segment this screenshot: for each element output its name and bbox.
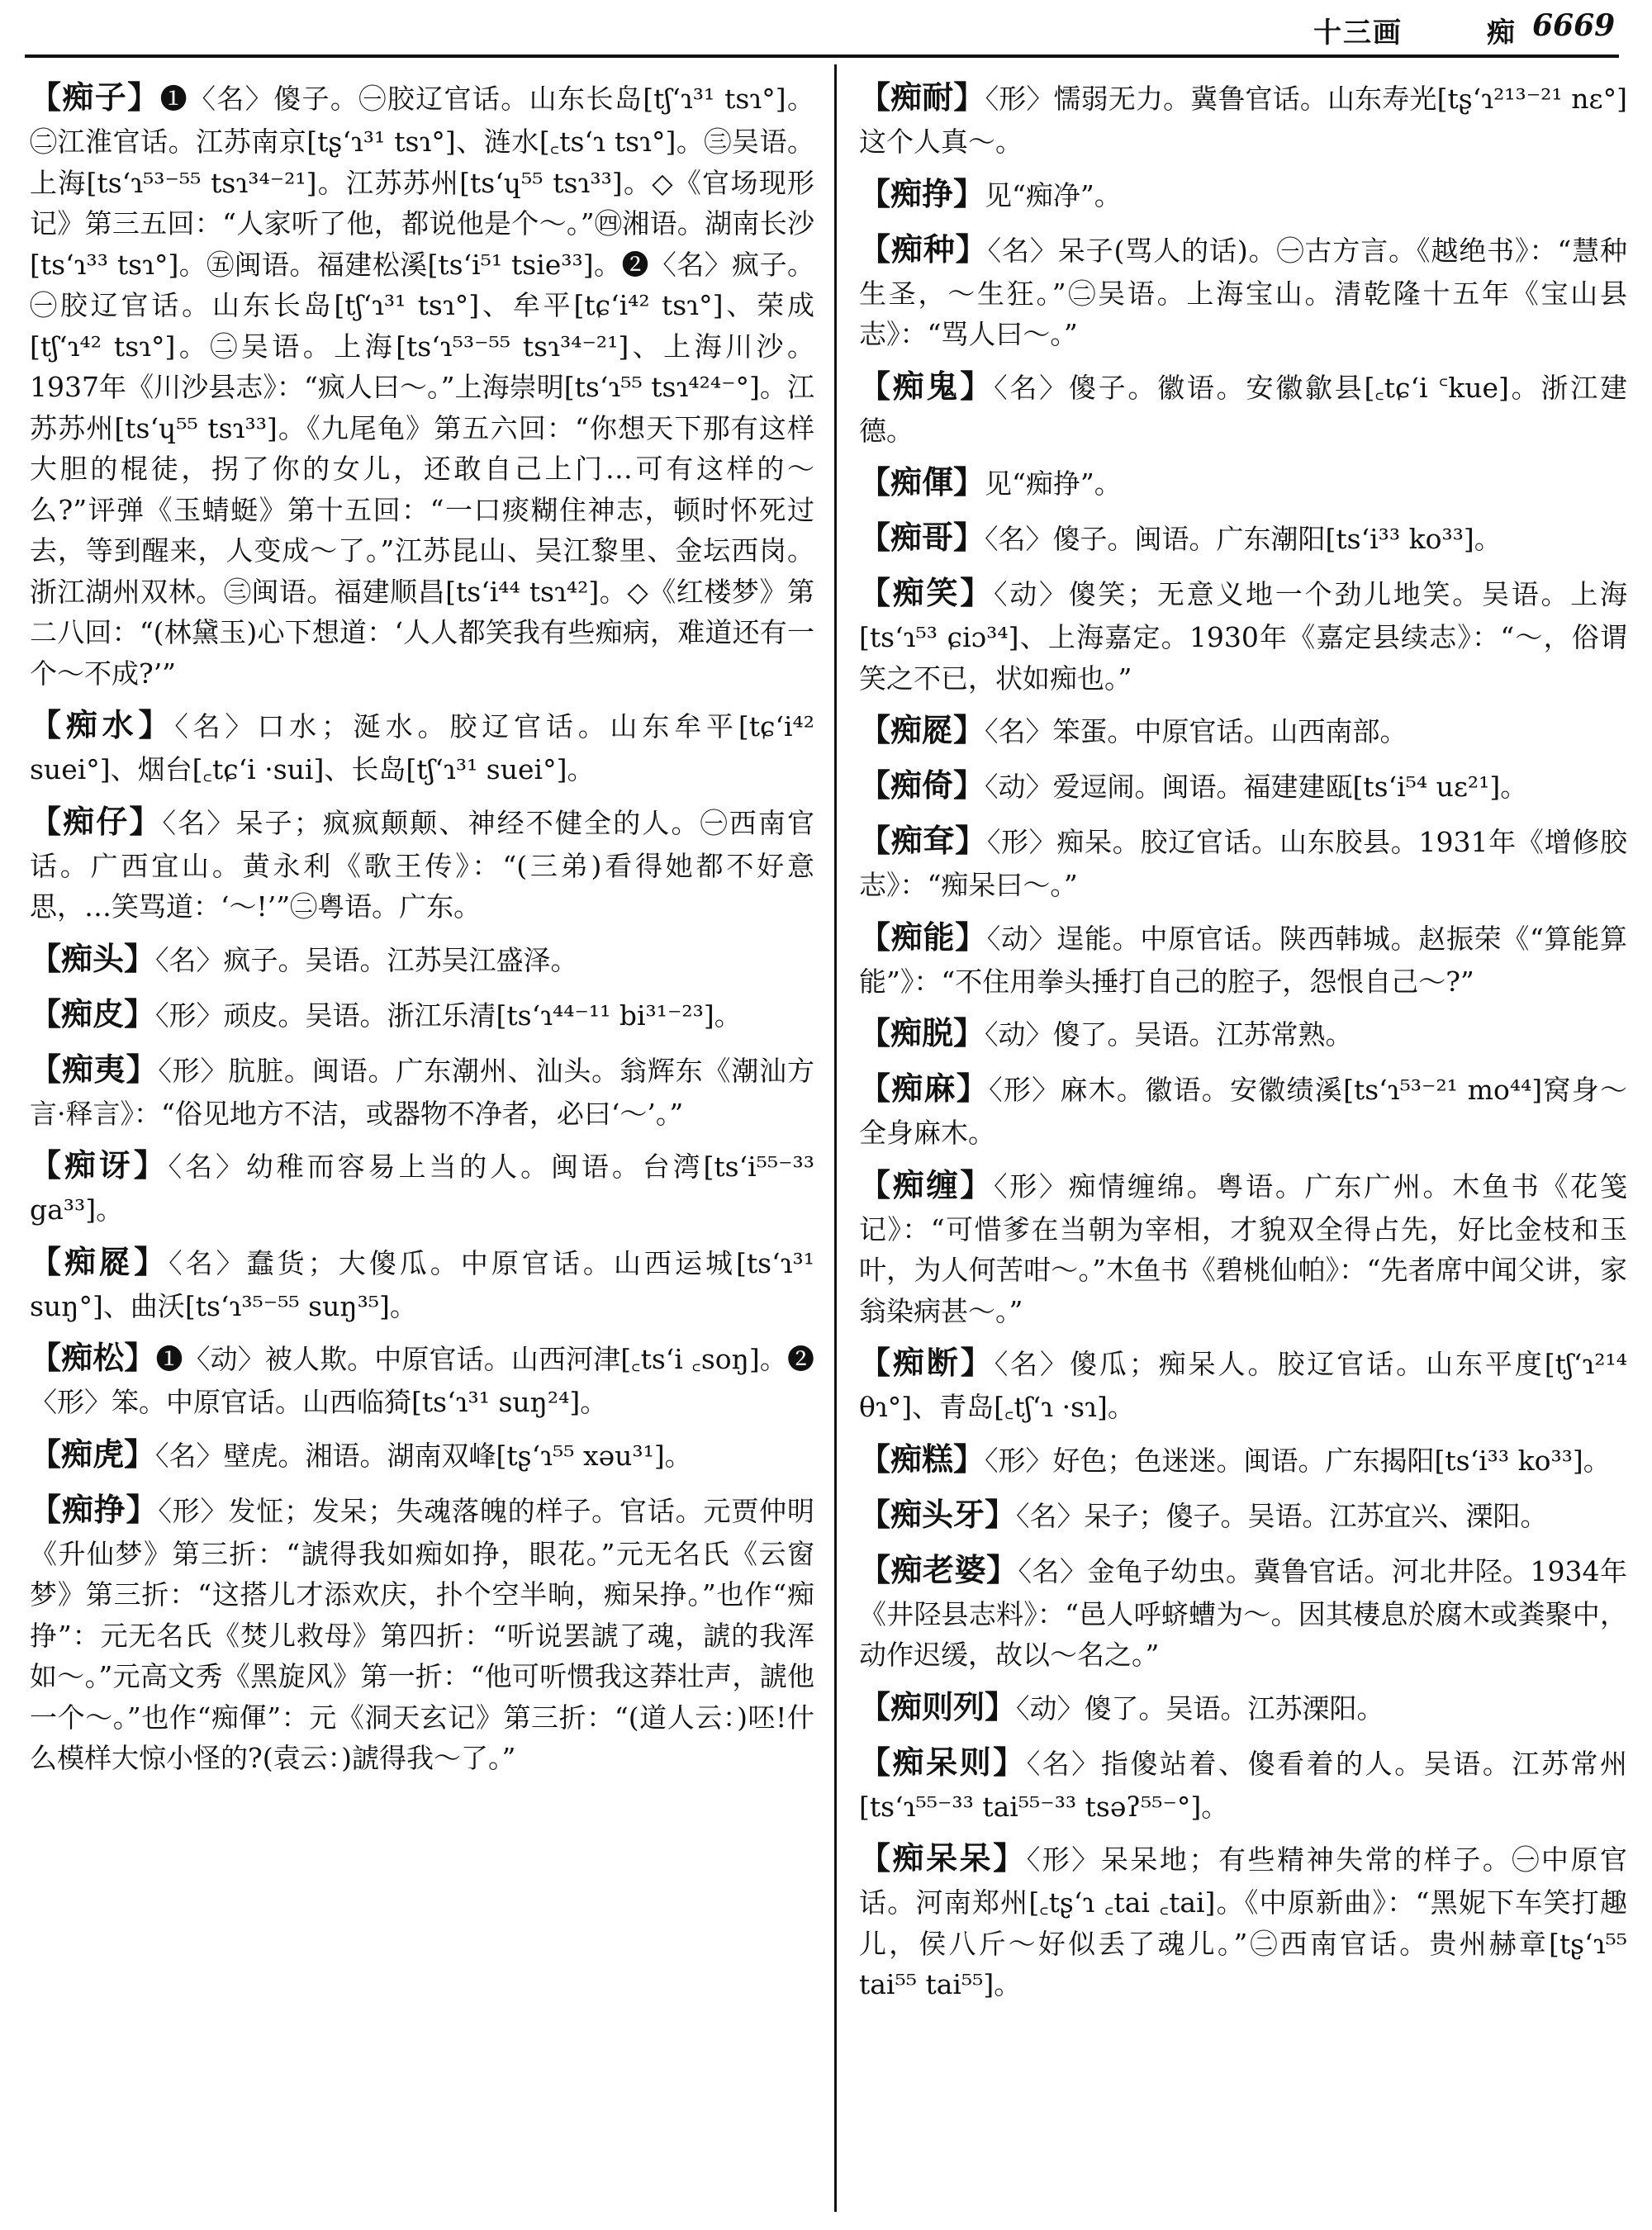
entry-definition: 〈名〉幼稚而容易上当的人。闽语。台湾[tsʻi⁵⁵⁻³³ ga³³]。 — [30, 1151, 814, 1226]
entry-definition: ❶〈动〉被人欺。中原官话。山西河津[꜀tsʻi ꜀soŋ]。❷〈形〉笨。中原官话。山西临猗[tsʻɿ³¹ suŋ²⁴]。 — [30, 1343, 814, 1418]
right-column — [859, 74, 1627, 2014]
section-label: 十三画 — [1313, 17, 1403, 50]
dictionary-entry — [859, 226, 1627, 355]
entry-headword: 【痴老婆】 — [859, 1551, 1018, 1588]
entry-definition: 〈形〉肮脏。闽语。广东潮州、汕头。翁辉东《潮汕方言·释言》：“俗见地方不洁，或器物不净者，必曰‘～’。” — [30, 1054, 814, 1130]
dictionary-entry — [859, 1010, 1627, 1057]
entry-headword: 【痴水】 — [30, 707, 175, 743]
entry-headword: 【痴讶】 — [30, 1147, 169, 1184]
head-character: 痴 — [1487, 17, 1515, 50]
entry-headword: 【痴呆呆】 — [859, 1840, 1027, 1877]
dictionary-entry — [859, 570, 1627, 699]
entry-headword: 【痴耐】 — [859, 79, 985, 116]
entry-headword: 【痴鬼】 — [859, 368, 995, 405]
dictionary-entry — [859, 1739, 1627, 1828]
dictionary-entry — [30, 799, 814, 928]
entry-headword: 【痴则列】 — [859, 1688, 1017, 1725]
entry-definition: 〈名〉呆子；傻子。吴语。江苏宜兴、溧阳。 — [1016, 1499, 1548, 1532]
entry-headword: 【痴呆则】 — [859, 1744, 1027, 1781]
dictionary-entry — [859, 459, 1627, 506]
entry-definition: 〈形〉痴情缠绵。粤语。广东广州。木鱼书《花笺记》：“可惜爹在当朝为宰相，才貌双全得占先，好比金枝和玉叶，为人何苦咁～。”木鱼书《碧桃仙帕》：“先者席中闻父讲，家翁染病甚～。” — [859, 1170, 1627, 1327]
dictionary-entry — [30, 1335, 814, 1423]
entry-definition: 〈动〉傻了。吴语。江苏常熟。 — [985, 1018, 1353, 1051]
entry-headword: 【痴仔】 — [30, 803, 163, 840]
entry-headword: 【痴松】 — [30, 1340, 156, 1376]
dictionary-entry — [859, 1340, 1627, 1428]
entry-headword: 【痴种】 — [859, 230, 988, 268]
entry-definition: 〈名〉笨蛋。中原官话。山西南部。 — [985, 715, 1408, 747]
entry-definition: 〈名〉疯子。吴语。江苏吴江盛泽。 — [155, 943, 578, 976]
entry-definition: ❶〈名〉傻子。㊀胶辽官话。山东长岛[tʃʻɿ³¹ tsɿ°]。㊁江淮官话。江苏南京[tʂʻɿ³¹ tsɿ°]、涟水[꜀tsʻɿ tsɿ°]。㊂吴语。上海[tsʻɿ⁵³⁻⁵⁵ tsɿ³⁴⁻²¹]。江苏苏州[tsʻɥ⁵⁵ tsɿ³³]。◇《官场现形记》第三五回：“人家听了他，都说他是个～。”㊃湘语。湖南长沙[tsʻɿ³³ tsɿ°]。㊄闽语。福建松溪[tsʻi⁵¹ tsie³³]。❷〈名〉疯子。㊀胶辽官话。山东长岛[tʃʻɿ³¹ tsɿ°]、牟平[tɕʻi⁴² tsɿ°]、荣成[tʃʻɿ⁴² tsɿ°]。㊁吴语。上海[tsʻɿ⁵³⁻⁵⁵ tsɿ³⁴⁻²¹]、上海川沙。1937年《川沙县志》：“疯人曰～。”上海崇明[tsʻɿ⁵⁵ tsɿ⁴²⁴⁻°]。江苏苏州[tsʻɥ⁵⁵ tsɿ³³]。《九尾龟》第五六回：“你想天下那有这样大胆的棍徒，拐了你的女儿，还敢自己上门…可有这样的～么?”评弹《玉蜻蜓》第十五回：“一口痰糊住神志，顿时怀死过去，等到醒来，人变成～了。”江苏昆山、吴江黎里、金坛西岗。浙江湖州双林。㊂闽语。福建顺昌[tsʻi⁴⁴ tsɿ⁴²]。◇《红楼梦》第二八回：“(林黛玉)心下想道：‘人人都笑我有些痴病，难道还有一个～不成?’” — [30, 83, 814, 690]
dictionary-entry — [30, 936, 814, 983]
left-column — [30, 74, 814, 1787]
entry-headword: 【痴挣】 — [30, 1491, 159, 1528]
entry-headword: 【痴头】 — [30, 940, 156, 977]
entry-definition: 〈形〉发怔；发呆；失魂落魄的样子。官话。元贾仲明《升仙梦》第三折：“諕得我如痴如挣，眼花。”元无名氏《云窗梦》第三折：“这搭儿才添欢庆，扑个空半晌，痴呆挣。”也作“痴挣”：元无名氏《焚儿救母》第四折：“听说罢諕了魂，諕的我浑如～。”元高文秀《黑旋风》第一折：“他可听惯我这莽壮声，諕他一个～。”也作“痴㑮”：元《洞天玄记》第三折：“(道人云：)呸!什么模样大惊小怪的?(袁云：)諕得我～了。” — [30, 1494, 814, 1774]
entry-headword: 【痴头牙】 — [859, 1496, 1017, 1533]
dictionary-entry — [30, 1431, 814, 1478]
page-header — [0, 0, 1652, 58]
dictionary-entry — [30, 1487, 814, 1779]
entry-definition: 〈动〉傻了。吴语。江苏溧阳。 — [1016, 1691, 1384, 1725]
dictionary-entry — [30, 702, 814, 790]
dictionary-entry — [859, 1436, 1627, 1483]
dictionary-entry — [859, 515, 1627, 562]
dictionary-entry — [859, 1065, 1627, 1154]
entry-definition: 〈形〉好色；色迷迷。闽语。广东揭阳[tsʻi³³ ko³³]。 — [985, 1444, 1611, 1477]
entry-definition: 〈名〉蠢货；大傻瓜。中原官话。山西运城[tsʻɿ³¹ suŋ°]、曲沃[tsʻɿ³⁵⁻⁵⁵ suŋ³⁵]。 — [30, 1246, 814, 1322]
entry-headword: 【痴笑】 — [859, 575, 994, 611]
dictionary-entry — [859, 1835, 1627, 2005]
entry-headword: 【痴子】 — [30, 79, 160, 116]
dictionary-entry — [859, 914, 1627, 1003]
entry-headword: 【痴能】 — [859, 918, 987, 956]
entry-definition: 〈名〉金龟子幼虫。冀鲁官话。河北井陉。1934年《井陉县志料》：“邑人呼蛴螬为～。因其棲息於腐木或粪聚中，动作迟缓，故以～名之。” — [859, 1554, 1627, 1671]
entry-definition: 〈名〉壁虎。湘语。湖南双峰[tʂʻɿ⁵⁵ xəu³¹]。 — [155, 1439, 692, 1472]
entry-headword: 【痴㑮】 — [859, 464, 985, 501]
entry-definition: 〈名〉口水；涎水。胶辽官话。山东牟平[tɕʻi⁴² suei°]、烟台[꜀tɕʻi ·sui]、长岛[tʃʻɿ³¹ suei°]。 — [30, 710, 814, 785]
column-divider — [834, 64, 837, 2212]
entry-definition: 〈动〉逞能。中原官话。陕西韩城。赵振荣《“算能算能”》：“不住用拳头捶打自己的腔子，怨恨自己～?” — [859, 922, 1627, 998]
entry-headword: 【痴缠】 — [859, 1166, 994, 1203]
entry-headword: 【痴倚】 — [859, 767, 985, 804]
dictionary-entry — [30, 1046, 814, 1135]
entry-definition: 见“痴净”。 — [985, 178, 1122, 211]
dictionary-entry — [859, 171, 1627, 218]
dictionary-entry — [859, 762, 1627, 809]
entry-definition: 〈动〉爱逗闹。闽语。福建建瓯[tsʻi⁵⁴ uɛ²¹]。 — [985, 771, 1528, 803]
entry-definition: 见“痴挣”。 — [985, 467, 1122, 500]
entry-definition: 〈名〉呆子；疯疯颠颠、神经不健全的人。㊀西南官话。广西宜山。黄永利《歌王传》：“(三弟)看得她都不好意思，…笑骂道：‘～!’”㊁粤语。广东。 — [30, 806, 814, 923]
dictionary-entry — [30, 991, 814, 1038]
entry-headword: 【痴断】 — [859, 1345, 995, 1381]
entry-headword: 【痴脱】 — [859, 1015, 985, 1051]
entry-definition: 〈名〉傻子。闽语。广东潮阳[tsʻi³³ ko³³]。 — [985, 523, 1502, 555]
entry-definition: 〈形〉呆呆地；有些精神失常的样子。㊀中原官话。河南郑州[꜀tʂʻɿ ꜀tai ꜀tai]。《中原新曲》：“黑妮下车笑打趣儿，侯八斤～好似丢了魂儿。”㊁西南官话。贵州赫章[tʂʻɿ⁵⁵ tai⁵⁵ tai⁵⁵]。 — [859, 1843, 1627, 2000]
entry-definition: 〈动〉傻笑；无意义地一个劲儿地笑。吴语。上海[tsʻɿ⁵³ ɕiɔ³⁴]、上海嘉定。1930年《嘉定县续志》：“～，俗谓笑之不已，状如痴也。” — [859, 578, 1627, 695]
dictionary-entry — [859, 363, 1627, 452]
dictionary-entry — [30, 1142, 814, 1231]
dictionary-entry — [859, 1547, 1627, 1676]
entry-headword: 【痴虎】 — [30, 1435, 156, 1473]
dictionary-entry — [859, 1684, 1627, 1731]
entry-headword: 【痴㞞】 — [859, 712, 985, 748]
dictionary-entry — [859, 74, 1627, 163]
entry-headword: 【痴皮】 — [30, 995, 156, 1032]
dictionary-entry — [30, 1239, 814, 1327]
entry-definition: 〈形〉懦弱无力。冀鲁官话。山东寿光[tʂʻɿ²¹³⁻²¹ nɛ°]这个人真～。 — [859, 83, 1627, 158]
dictionary-entry — [859, 1162, 1627, 1332]
dictionary-entry — [859, 707, 1627, 754]
entry-definition: 〈名〉傻子。徽语。安徽歙县[꜀tɕʻi ꜂kue]。浙江建德。 — [859, 371, 1627, 447]
entry-definition: 〈形〉麻木。徽语。安徽绩溪[tsʻɿ⁵³⁻²¹ mo⁴⁴]窝身～全身麻木。 — [859, 1074, 1627, 1149]
page-number: 6669 — [1532, 8, 1616, 43]
dictionary-entry — [859, 1492, 1627, 1539]
entry-definition: 〈形〉顽皮。吴语。浙江乐清[tsʻɿ⁴⁴⁻¹¹ bi³¹⁻²³]。 — [155, 999, 742, 1032]
entry-headword: 【痴夷】 — [30, 1051, 159, 1088]
entry-definition: 〈名〉呆子(骂人的话)。㊀古方言。《越绝书》：“慧种生圣，～生狂。”㊁吴语。上海宝山。清乾隆十五年《宝山县志》：“骂人曰～。” — [859, 234, 1627, 350]
entry-definition: 〈形〉痴呆。胶辽官话。山东胶县。1931年《增修胶志》：“痴呆曰～。” — [859, 826, 1627, 901]
entry-headword: 【痴麻】 — [859, 1070, 990, 1107]
entry-headword: 【痴哥】 — [859, 520, 985, 556]
dictionary-entry — [859, 818, 1627, 906]
entry-headword: 【痴㞞】 — [30, 1243, 169, 1280]
entry-headword: 【痴糕】 — [859, 1440, 985, 1478]
entry-definition: 〈名〉傻瓜；痴呆人。胶辽官话。山东平度[tʃʻɿ²¹⁴ θɿ°]、青岛[꜀tʃʻɿ ·sɿ]。 — [859, 1348, 1627, 1423]
entry-headword: 【痴挣】 — [859, 175, 985, 212]
entry-headword: 【痴耷】 — [859, 823, 987, 859]
header-rule — [25, 55, 1619, 58]
dictionary-entry — [30, 74, 814, 694]
entry-definition: 〈名〉指傻站着、傻看着的人。吴语。江苏常州[tsʻɿ⁵⁵⁻³³ tai⁵⁵⁻³³ tsəʔ⁵⁵⁻°]。 — [859, 1747, 1627, 1823]
